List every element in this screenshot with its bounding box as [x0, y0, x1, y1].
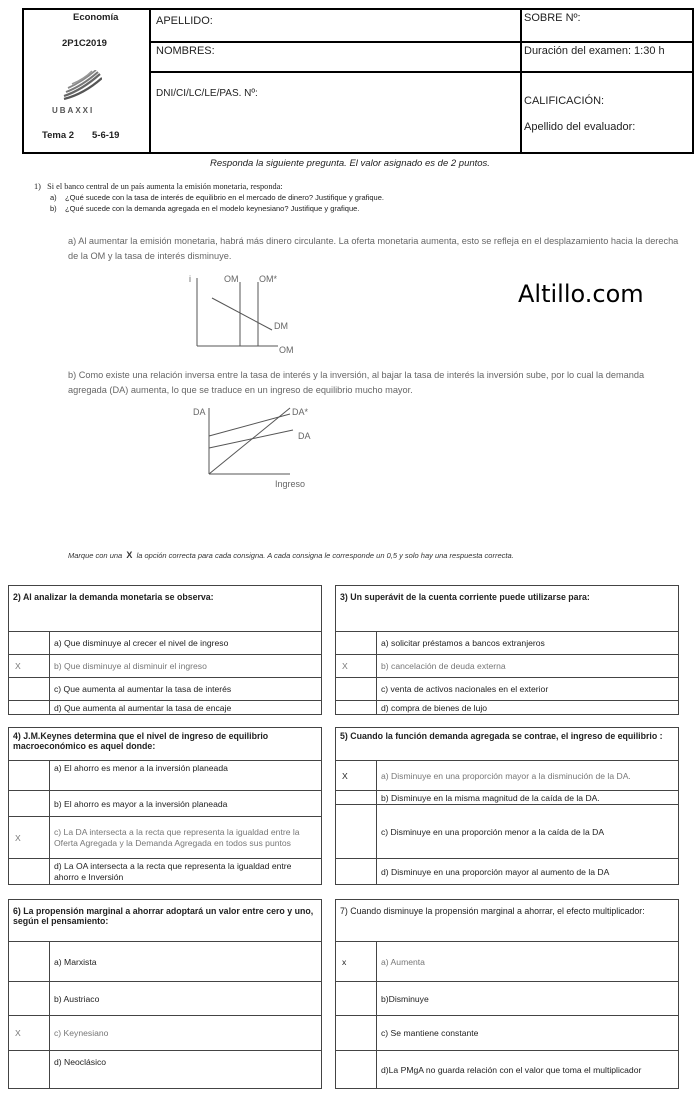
q5-c-text: c) Disminuye en una proporción menor a la caída de la DA: [377, 805, 679, 859]
tema: Tema 2: [42, 130, 75, 141]
nombres-field[interactable]: NOMBRES:: [156, 45, 215, 57]
graph1-x-label: OM: [279, 345, 294, 355]
q6-d-text: d) Neoclásico: [50, 1051, 322, 1089]
q1-a-text: ¿Qué sucede con la tasa de interés de equilibrio en el mercado de dinero? Justifique y grafique.: [65, 193, 384, 202]
exam-header: [22, 8, 694, 154]
instr-pre: Marque con una: [68, 551, 123, 560]
q3-d-text: d) compra de bienes de lujo: [377, 701, 679, 715]
q3-d-mark[interactable]: [336, 701, 377, 715]
q6-a-text: a) Marxista: [50, 942, 322, 982]
q7-d-text: d)La PMgA no guarda relación con el valor que toma el multiplicador: [377, 1051, 679, 1089]
instruction-open-question: Responda la siguiente pregunta. El valor asignado es de 2 puntos.: [210, 158, 490, 169]
q4-a-text: a) El ahorro es menor a la inversión planeada: [50, 761, 322, 791]
q2-title: 2) Al analizar la demanda monetaria se observa:: [9, 586, 322, 632]
q4-c-mark[interactable]: X: [9, 817, 50, 859]
q3-c-mark[interactable]: [336, 678, 377, 701]
instr-post: la opción correcta para cada consigna. A cada consigna le corresponde un 0,5 y solo hay una respuesta correcta.: [136, 551, 514, 560]
q2-b-mark[interactable]: X: [9, 655, 50, 678]
q4-d-mark[interactable]: [9, 859, 50, 885]
graph2-da-star-label: DA*: [292, 407, 309, 417]
q5-a-mark[interactable]: X: [336, 761, 377, 791]
calificacion-field[interactable]: CALIFICACIÓN:: [524, 95, 605, 107]
exam-date: 5-6-19: [92, 130, 120, 141]
q3-b-mark[interactable]: X: [336, 655, 377, 678]
q2-d-text: d) Que aumenta al aumentar la tasa de encaje: [50, 701, 322, 715]
q1-b-text: ¿Qué sucede con la demanda agregada en el modelo keynesiano? Justifique y grafique.: [65, 204, 360, 213]
q7-d-mark[interactable]: [336, 1051, 377, 1089]
q6-b-mark[interactable]: [9, 982, 50, 1016]
graph1-om-star-label: OM*: [259, 274, 277, 284]
instruction-multiple-choice: [68, 550, 514, 560]
q7-c-mark[interactable]: [336, 1016, 377, 1051]
q3-c-text: c) venta de activos nacionales en el exterior: [377, 678, 679, 701]
q4-b-text: b) El ahorro es mayor a la inversión planeada: [50, 791, 322, 817]
header-divider: [520, 10, 522, 152]
q7-b-text: b)Disminuye: [377, 982, 679, 1016]
q5-title: 5) Cuando la función demanda agregada se contrae, el ingreso de equilibrio :: [336, 728, 679, 761]
header-divider: [149, 71, 694, 73]
q2-d-mark[interactable]: [9, 701, 50, 715]
answer-a: a) Al aumentar la emisión monetaria, habrá más dinero circulante. La oferta monetaria aumenta, esto se refleja en el desplazamiento hacia la derecha de la OM y la tasa de interés disminuye.: [68, 236, 679, 261]
q6-title: 6) La propensión marginal a ahorrar adoptará un valor entre cero y uno, según el pensamiento:: [9, 900, 322, 942]
graph2-x-label: Ingreso: [275, 479, 306, 489]
q3-b-text: b) cancelación de deuda externa: [377, 655, 679, 678]
question-1: [34, 181, 384, 214]
q6-c-text: c) Keynesiano: [50, 1016, 322, 1051]
q3-title: 3) Un superávit de la cuenta corriente puede utilizarse para:: [336, 586, 679, 632]
header-divider: [149, 10, 151, 152]
q2-c-mark[interactable]: [9, 678, 50, 701]
q4-c-text: c) La DA intersecta a la recta que representa la igualdad entre la Oferta Agregada y la Demanda Agregada en todos sus puntos: [50, 817, 322, 859]
q5-b-text: b) Disminuye en la misma magnitud de la caída de la DA.: [377, 791, 679, 805]
dni-field[interactable]: DNI/CI/LC/LE/PAS. Nº:: [156, 88, 258, 99]
q5-d-text: d) Disminuye en una proporción mayor al aumento de la DA: [377, 859, 679, 885]
answer-b: b) Como existe una relación inversa entre la tasa de interés y la inversión, al bajar la tasa de interés la inversión sube, por lo cual la demanda agregada (DA) aumenta, lo que se traduce en un ingreso de equilibrio mucho mayor.: [68, 370, 645, 395]
q4-d-text: d) La OA intersecta a la recta que representa la igualdad entre ahorro e Inversión: [50, 859, 322, 885]
instr-x: X: [126, 550, 133, 560]
graph1-y-label: i: [189, 274, 191, 284]
q7-c-text: c) Se mantiene constante: [377, 1016, 679, 1051]
q1-number: 1): [34, 182, 41, 191]
q7-a-mark[interactable]: x: [336, 942, 377, 982]
q6-b-text: b) Austriaco: [50, 982, 322, 1016]
q1-b-label: b): [50, 204, 57, 213]
q4-b-mark[interactable]: [9, 791, 50, 817]
q7-a-text: a) Aumenta: [377, 942, 679, 982]
watermark: Altillo.com: [518, 280, 644, 308]
money-market-graph: [180, 268, 320, 358]
duracion-label: Duración del examen: 1:30 h: [524, 45, 665, 57]
graph1-dm-label: DM: [274, 321, 288, 331]
q6-c-mark[interactable]: X: [9, 1016, 50, 1051]
uba-logo-icon: [62, 70, 102, 100]
graph1-om-label: OM: [224, 274, 239, 284]
question-4: [8, 727, 322, 885]
question-7: [335, 899, 679, 1089]
q4-a-mark[interactable]: [9, 761, 50, 791]
graph2-da-label: DA: [298, 431, 311, 441]
exam-code: 2P1C2019: [62, 38, 107, 49]
graph2-y-label: DA: [193, 407, 206, 417]
q4-title: 4) J.M.Keynes determina que el nivel de ingreso de equilibrio macroeconómico es aquel donde:: [9, 728, 322, 761]
q1-text: Si el banco central de un país aumenta la emisión monetaria, responda:: [47, 182, 283, 191]
apellido-field[interactable]: APELLIDO:: [156, 15, 213, 27]
q2-a-text: a) Que disminuye al crecer el nivel de ingreso: [50, 632, 322, 655]
q5-a-text: a) Disminuye en una proporción mayor a la disminución de la DA.: [377, 761, 679, 791]
q5-b-mark[interactable]: [336, 791, 377, 805]
q3-a-text: a) solicitar préstamos a bancos extranjeros: [377, 632, 679, 655]
q7-title: 7) Cuando disminuye la propensión marginal a ahorrar, el efecto multiplicador:: [336, 900, 679, 942]
question-3: [335, 585, 679, 715]
q3-a-mark[interactable]: [336, 632, 377, 655]
evaluador-field[interactable]: Apellido del evaluador:: [524, 121, 636, 133]
q5-c-mark[interactable]: [336, 805, 377, 859]
q6-a-mark[interactable]: [9, 942, 50, 982]
subject: Economía: [73, 12, 119, 23]
question-6: [8, 899, 322, 1089]
q2-b-text: b) Que disminuye al disminuir el ingreso: [50, 655, 322, 678]
question-2: [8, 585, 322, 715]
q7-b-mark[interactable]: [336, 982, 377, 1016]
question-5: [335, 727, 679, 885]
q5-d-mark[interactable]: [336, 859, 377, 885]
sobre-field[interactable]: SOBRE Nº:: [524, 12, 581, 24]
q2-a-mark[interactable]: [9, 632, 50, 655]
q1-a-label: a): [50, 193, 57, 202]
header-divider: [149, 41, 694, 43]
logo-text: UBAXXI: [52, 106, 95, 115]
q2-c-text: c) Que aumenta al aumentar la tasa de interés: [50, 678, 322, 701]
q6-d-mark[interactable]: [9, 1051, 50, 1089]
